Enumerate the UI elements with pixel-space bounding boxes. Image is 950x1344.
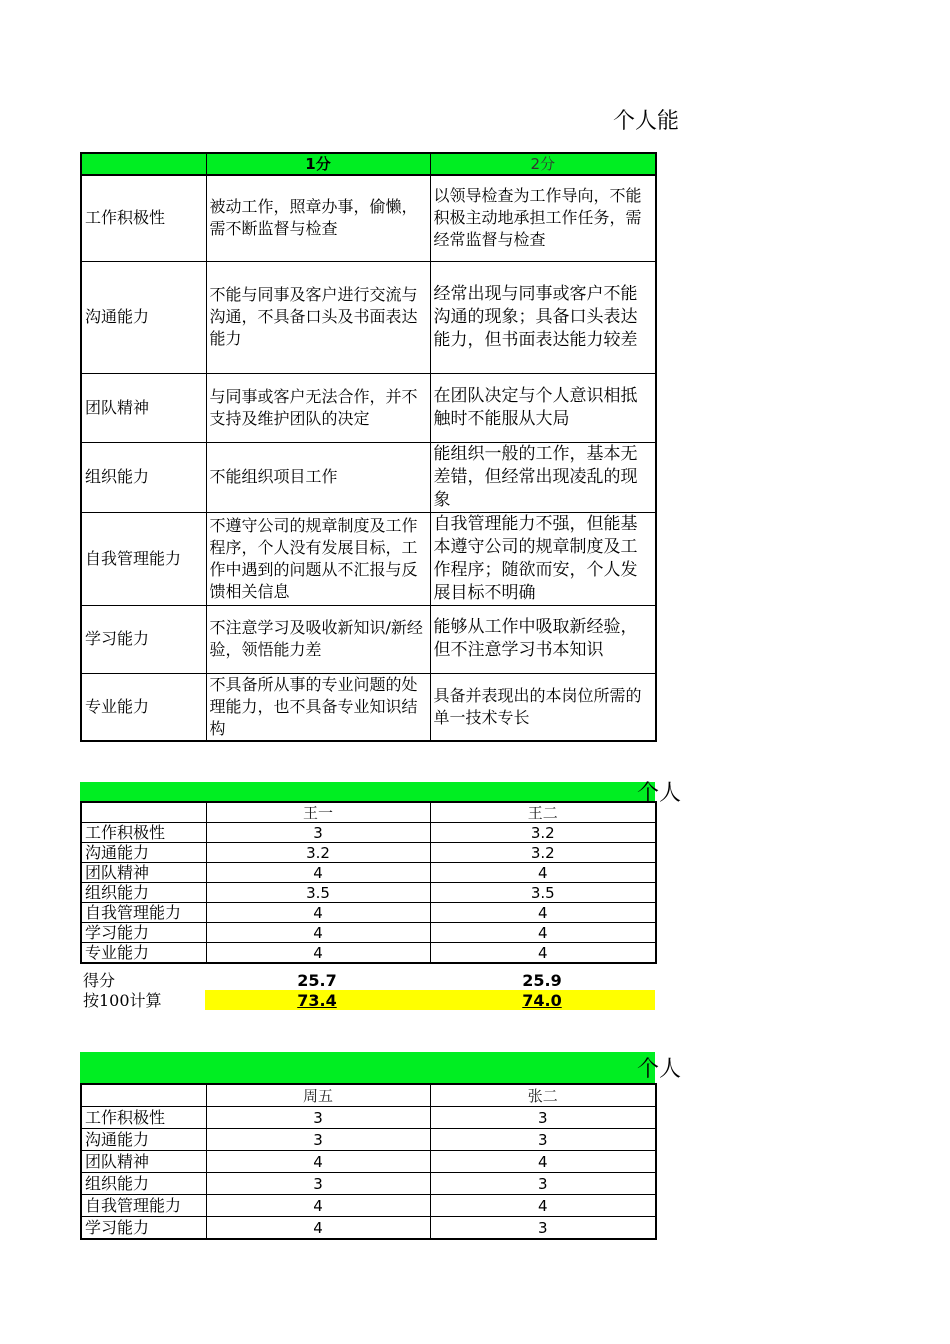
score2-person-a: 周五 [206,1084,430,1107]
score1-value-b: 3.2 [430,843,656,863]
criteria-score1-desc: 不能组织项目工作 [206,442,430,512]
score2-label: 团队精神 [81,1151,206,1173]
criteria-row [81,605,656,673]
score1-label: 专业能力 [81,943,206,964]
score1-row [81,923,656,943]
score1-names-row [81,802,656,823]
criteria-score2-desc: 自我管理能力不强，但能基本遵守公司的规章制度及工作程序；随欲而安，个人发展目标不明确 [430,512,656,605]
score1-pct-row [80,990,655,1010]
criteria-name: 学习能力 [81,605,206,673]
score2-value-b: 3 [430,1217,656,1240]
criteria-score1-desc: 不能与同事及客户进行交流与沟通，不具备口头及书面表达能力 [206,261,430,373]
score2-row [81,1217,656,1240]
score2-value-a: 3 [206,1107,430,1129]
score1-blank [81,802,206,823]
criteria-name: 团队精神 [81,373,206,442]
score1-label: 团队精神 [81,863,206,883]
score1-table [80,801,657,964]
score1-total-b: 25.9 [522,970,562,990]
score1-person-a: 王一 [206,802,430,823]
score1-person-b: 王二 [430,802,656,823]
score2-value-b: 3 [430,1173,656,1195]
score1-total-row [80,970,655,990]
score1-label: 工作积极性 [81,823,206,843]
criteria-row [81,175,656,261]
score2-label: 自我管理能力 [81,1195,206,1217]
criteria-name: 工作积极性 [81,175,206,261]
score2-value-b: 3 [430,1129,656,1151]
score2-banner-title: 个人 [637,1057,682,1082]
score2-banner-bar [80,1052,655,1083]
score2-label: 组织能力 [81,1173,206,1195]
score2-row [81,1173,656,1195]
score1-value-b: 3.2 [430,823,656,843]
score1-banner-title: 个人 [637,781,682,806]
criteria-row [81,261,656,373]
score1-value-a: 4 [206,943,430,964]
criteria-name: 组织能力 [81,442,206,512]
score2-row [81,1107,656,1129]
score2-value-a: 3 [206,1129,430,1151]
criteria-header-row [81,153,656,175]
criteria-score2-desc: 在团队决定与个人意识相抵触时不能服从大局 [430,373,656,442]
score1-row [81,903,656,923]
criteria-row [81,442,656,512]
criteria-score2-desc: 以领导检查为工作导向，不能积极主动地承担工作任务，需经常监督与检查 [430,175,656,261]
criteria-score2-desc: 具备并表现出的本岗位所需的单一技术专长 [430,673,656,741]
score1-row [81,863,656,883]
score2-value-b: 3 [430,1107,656,1129]
header-score-1: 1分 [206,153,430,175]
criteria-score1-desc: 不遵守公司的规章制度及工作程序，个人没有发展目标，工作中遇到的问题从不汇报与反馈相关信息 [206,512,430,605]
score1-value-b: 4 [430,923,656,943]
score2-label: 学习能力 [81,1217,206,1240]
score1-value-b: 4 [430,943,656,964]
score1-label: 自我管理能力 [81,903,206,923]
criteria-score1-desc: 被动工作，照章办事，偷懒，需不断监督与检查 [206,175,430,261]
score2-value-b: 4 [430,1195,656,1217]
criteria-score1-desc: 不注意学习及吸收新知识/新经验，领悟能力差 [206,605,430,673]
criteria-score2-desc: 经常出现与同事或客户不能沟通的现象；具备口头表达能力，但书面表达能力较差 [430,261,656,373]
score1-value-a: 4 [206,863,430,883]
score2-row [81,1151,656,1173]
score1-label: 学习能力 [81,923,206,943]
header-blank [81,153,206,175]
criteria-row [81,673,656,741]
score1-value-a: 3.5 [206,883,430,903]
score2-blank [81,1084,206,1107]
score1-row [81,843,656,863]
criteria-row [81,373,656,442]
score1-row [81,943,656,964]
score1-value-a: 3.2 [206,843,430,863]
criteria-name: 自我管理能力 [81,512,206,605]
score2-value-a: 3 [206,1173,430,1195]
criteria-score1-desc: 与同事或客户无法合作，并不支持及维护团队的决定 [206,373,430,442]
score1-value-a: 4 [206,903,430,923]
score2-value-b: 4 [430,1151,656,1173]
score2-label: 沟通能力 [81,1129,206,1151]
score2-row [81,1195,656,1217]
score1-value-a: 4 [206,923,430,943]
score1-label: 组织能力 [81,883,206,903]
score1-label: 沟通能力 [81,843,206,863]
score2-names-row [81,1084,656,1107]
score1-value-a: 3 [206,823,430,843]
score2-label: 工作积极性 [81,1107,206,1129]
score2-person-b: 张二 [430,1084,656,1107]
score1-value-b: 3.5 [430,883,656,903]
score2-value-a: 4 [206,1151,430,1173]
score1-pct-a: 73.4 [205,990,429,1010]
score1-value-b: 4 [430,863,656,883]
criteria-score2-desc: 能组织一般的工作，基本无差错，但经常出现凌乱的现象 [430,442,656,512]
header-score-2: 2分 [430,153,656,175]
criteria-score1-desc: 不具备所从事的专业问题的处理能力，也不具备专业知识结构 [206,673,430,741]
score1-pct-label: 按100计算 [83,990,162,1010]
score1-total-label: 得分 [83,970,116,990]
criteria-row [81,512,656,605]
criteria-table [80,152,657,742]
score1-total-a: 25.7 [297,970,337,990]
score1-row [81,883,656,903]
page-title: 个人能 [613,109,680,134]
score2-value-a: 4 [206,1195,430,1217]
score1-pct-b: 74.0 [429,990,655,1010]
score2-value-a: 4 [206,1217,430,1240]
criteria-name: 沟通能力 [81,261,206,373]
score1-banner-bar [80,782,655,802]
score2-row [81,1129,656,1151]
criteria-name: 专业能力 [81,673,206,741]
criteria-score2-desc: 能够从工作中吸取新经验，但不注意学习书本知识 [430,605,656,673]
score1-row [81,823,656,843]
score2-table [80,1083,657,1240]
score1-value-b: 4 [430,903,656,923]
score1-totals [80,970,655,1010]
